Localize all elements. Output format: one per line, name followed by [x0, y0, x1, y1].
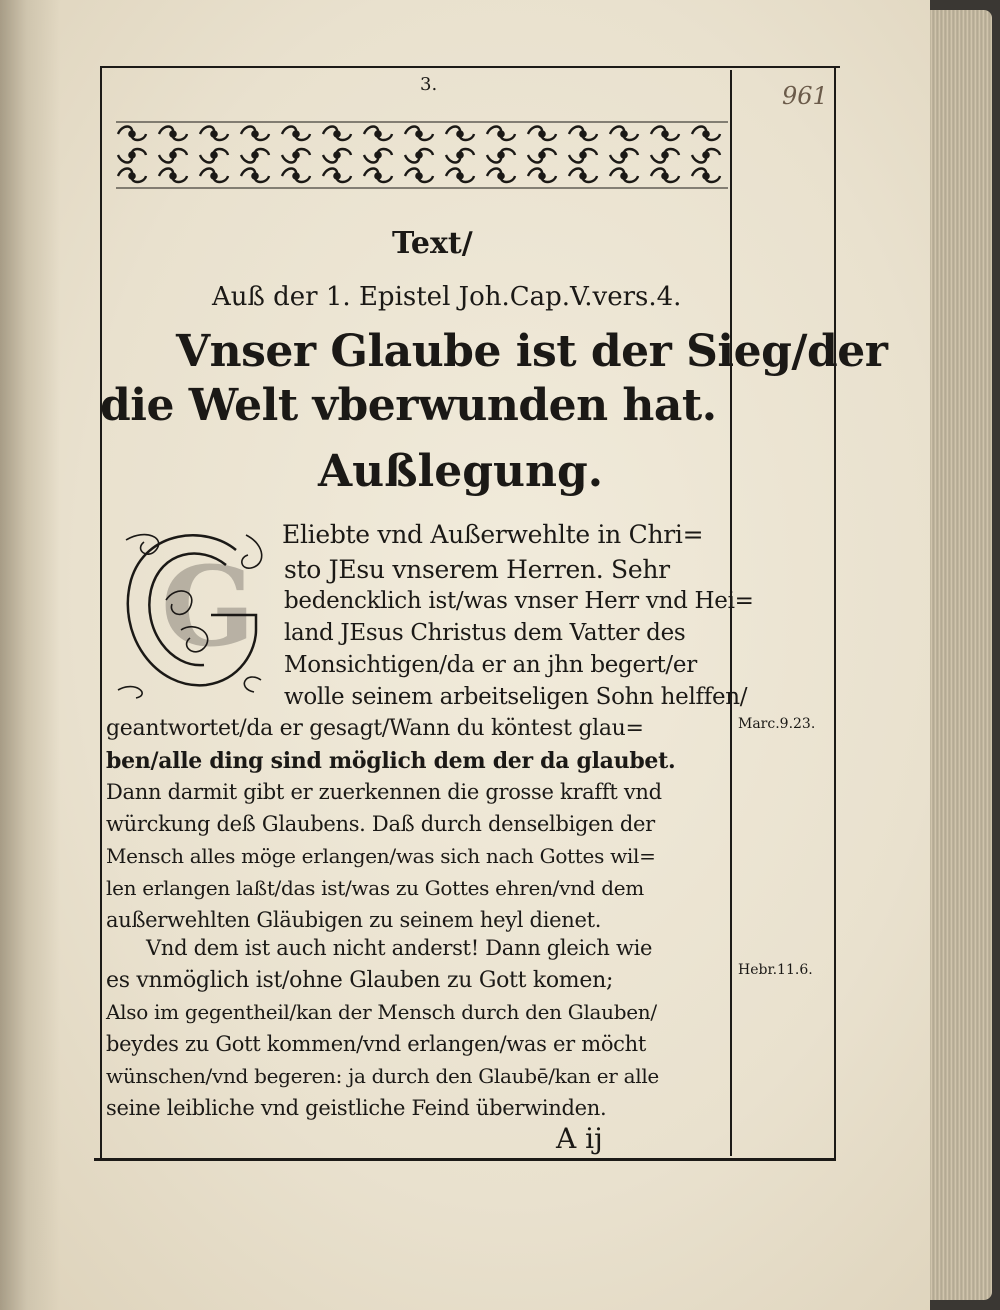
- ornament-dot: [539, 152, 544, 157]
- ornament-dot: [375, 152, 380, 157]
- ornament-dot: [293, 131, 298, 136]
- body-line-16: Also im gegentheil/kan der Mensch durch den Glauben/: [106, 1000, 657, 1024]
- right-rule: [834, 66, 836, 1160]
- body-line-12: len erlangen laßt/das ist/was zu Gottes ehren/vnd dem: [106, 876, 644, 900]
- page-edges: [930, 10, 992, 1300]
- ornament-dot: [662, 173, 667, 178]
- ornament-dot: [703, 131, 708, 136]
- section-heading: Außlegung.: [318, 446, 604, 497]
- ornament-dot: [252, 152, 257, 157]
- handwritten-folio: 961: [782, 82, 828, 110]
- ornament-dot: [498, 173, 503, 178]
- ornament-dot: [211, 152, 216, 157]
- ornament-dot: [170, 173, 175, 178]
- ornament-dot: [211, 173, 216, 178]
- ornament-dot: [129, 173, 134, 178]
- body-line-8: ben/alle ding sind möglich dem der da glaubet.: [106, 748, 676, 774]
- ornament-dot: [498, 152, 503, 157]
- ornament-dot: [170, 152, 175, 157]
- ornament-dot: [293, 173, 298, 178]
- ornament-dot: [416, 131, 421, 136]
- body-line-6: wolle seinem arbeitseligen Sohn helffen/: [284, 684, 748, 710]
- body-line-17: beydes zu Gott kommen/vnd erlangen/was er möcht: [106, 1032, 646, 1056]
- ornament-dot: [252, 131, 257, 136]
- ornament-dot: [334, 152, 339, 157]
- body-line-7: geantwortet/da er gesagt/Wann du köntest glau=: [106, 716, 644, 741]
- ornament-dot: [129, 152, 134, 157]
- ornament-dot: [498, 131, 503, 136]
- body-line-3: bedencklich ist/was vnser Herr vnd Hei=: [284, 588, 754, 614]
- body-line-15: es vnmöglich ist/ohne Glauben zu Gott komen;: [106, 968, 614, 993]
- ornament-dot: [580, 173, 585, 178]
- ornament-dot: [334, 173, 339, 178]
- ornament-dot: [293, 152, 298, 157]
- body-line-1: Eliebte vnd Außerwehlte in Chri=: [282, 520, 704, 549]
- ornament-dot: [334, 131, 339, 136]
- body-line-14: Vnd dem ist auch nicht anderst! Dann gleich wie: [146, 936, 653, 960]
- ornament-dot: [211, 131, 216, 136]
- ornament-dot: [703, 173, 708, 178]
- ornament-dot: [457, 173, 462, 178]
- decorated-initial: [106, 520, 276, 700]
- ornament-dot: [580, 131, 585, 136]
- body-line-13: außerwehlten Gläubigen zu seinem heyl dienet.: [106, 908, 602, 932]
- body-line-10: würckung deß Glaubens. Daß durch denselbigen der: [106, 812, 655, 836]
- body-line-5: Monsichtigen/da er an jhn begert/er: [284, 652, 697, 678]
- ornament-dot: [457, 152, 462, 157]
- ornament-dot: [252, 173, 257, 178]
- title-line-2: die Welt vberwunden hat.: [100, 380, 717, 431]
- ornament-dot: [662, 131, 667, 136]
- ornament-dot: [621, 173, 626, 178]
- body-line-19: seine leibliche vnd geistliche Feind überwinden.: [106, 1096, 607, 1120]
- left-rule: [100, 66, 102, 1160]
- ornament-dot: [662, 152, 667, 157]
- ornament-dot: [416, 152, 421, 157]
- ornament-dot: [416, 173, 421, 178]
- text-reference: Auß der 1. Epistel Joh.Cap.V.vers.4.: [212, 282, 682, 312]
- ornament-dot: [457, 131, 462, 136]
- ornament-dot: [580, 152, 585, 157]
- text-heading: Text/: [392, 226, 473, 261]
- ornament-dot: [621, 152, 626, 157]
- ornament-band: [112, 112, 732, 198]
- page-number: 3.: [420, 74, 438, 95]
- title-line-1: Vnser Glaube ist der Sieg/der: [176, 326, 888, 377]
- ornament-dot: [375, 173, 380, 178]
- body-line-4: land JEsus Christus dem Vatter des: [284, 620, 686, 646]
- ornament-dot: [539, 173, 544, 178]
- margin-note-marc: Marc.9.23.: [738, 716, 816, 732]
- ornament-dot: [129, 131, 134, 136]
- spine-shadow: [0, 0, 60, 1310]
- body-line-11: Mensch alles möge erlangen/was sich nach Gottes wil=: [106, 844, 656, 868]
- top-rule: [100, 66, 840, 68]
- body-line-18: wünschen/vnd begeren: ja durch den Glaubē/kan er alle: [106, 1064, 659, 1088]
- ornament-dot: [170, 131, 175, 136]
- catchword: A ij: [556, 1122, 603, 1155]
- body-line-9: Dann darmit gibt er zuerkennen die grosse krafft vnd: [106, 780, 662, 804]
- ornament-dot: [703, 152, 708, 157]
- bottom-rule: [94, 1158, 836, 1161]
- body-line-2: sto JEsu vnserem Herren. Sehr: [284, 555, 670, 584]
- ornament-dot: [539, 131, 544, 136]
- ornament-dot: [621, 131, 626, 136]
- initial-letter: G: [161, 542, 255, 671]
- ornament-dot: [375, 131, 380, 136]
- margin-note-hebr: Hebr.11.6.: [738, 962, 813, 978]
